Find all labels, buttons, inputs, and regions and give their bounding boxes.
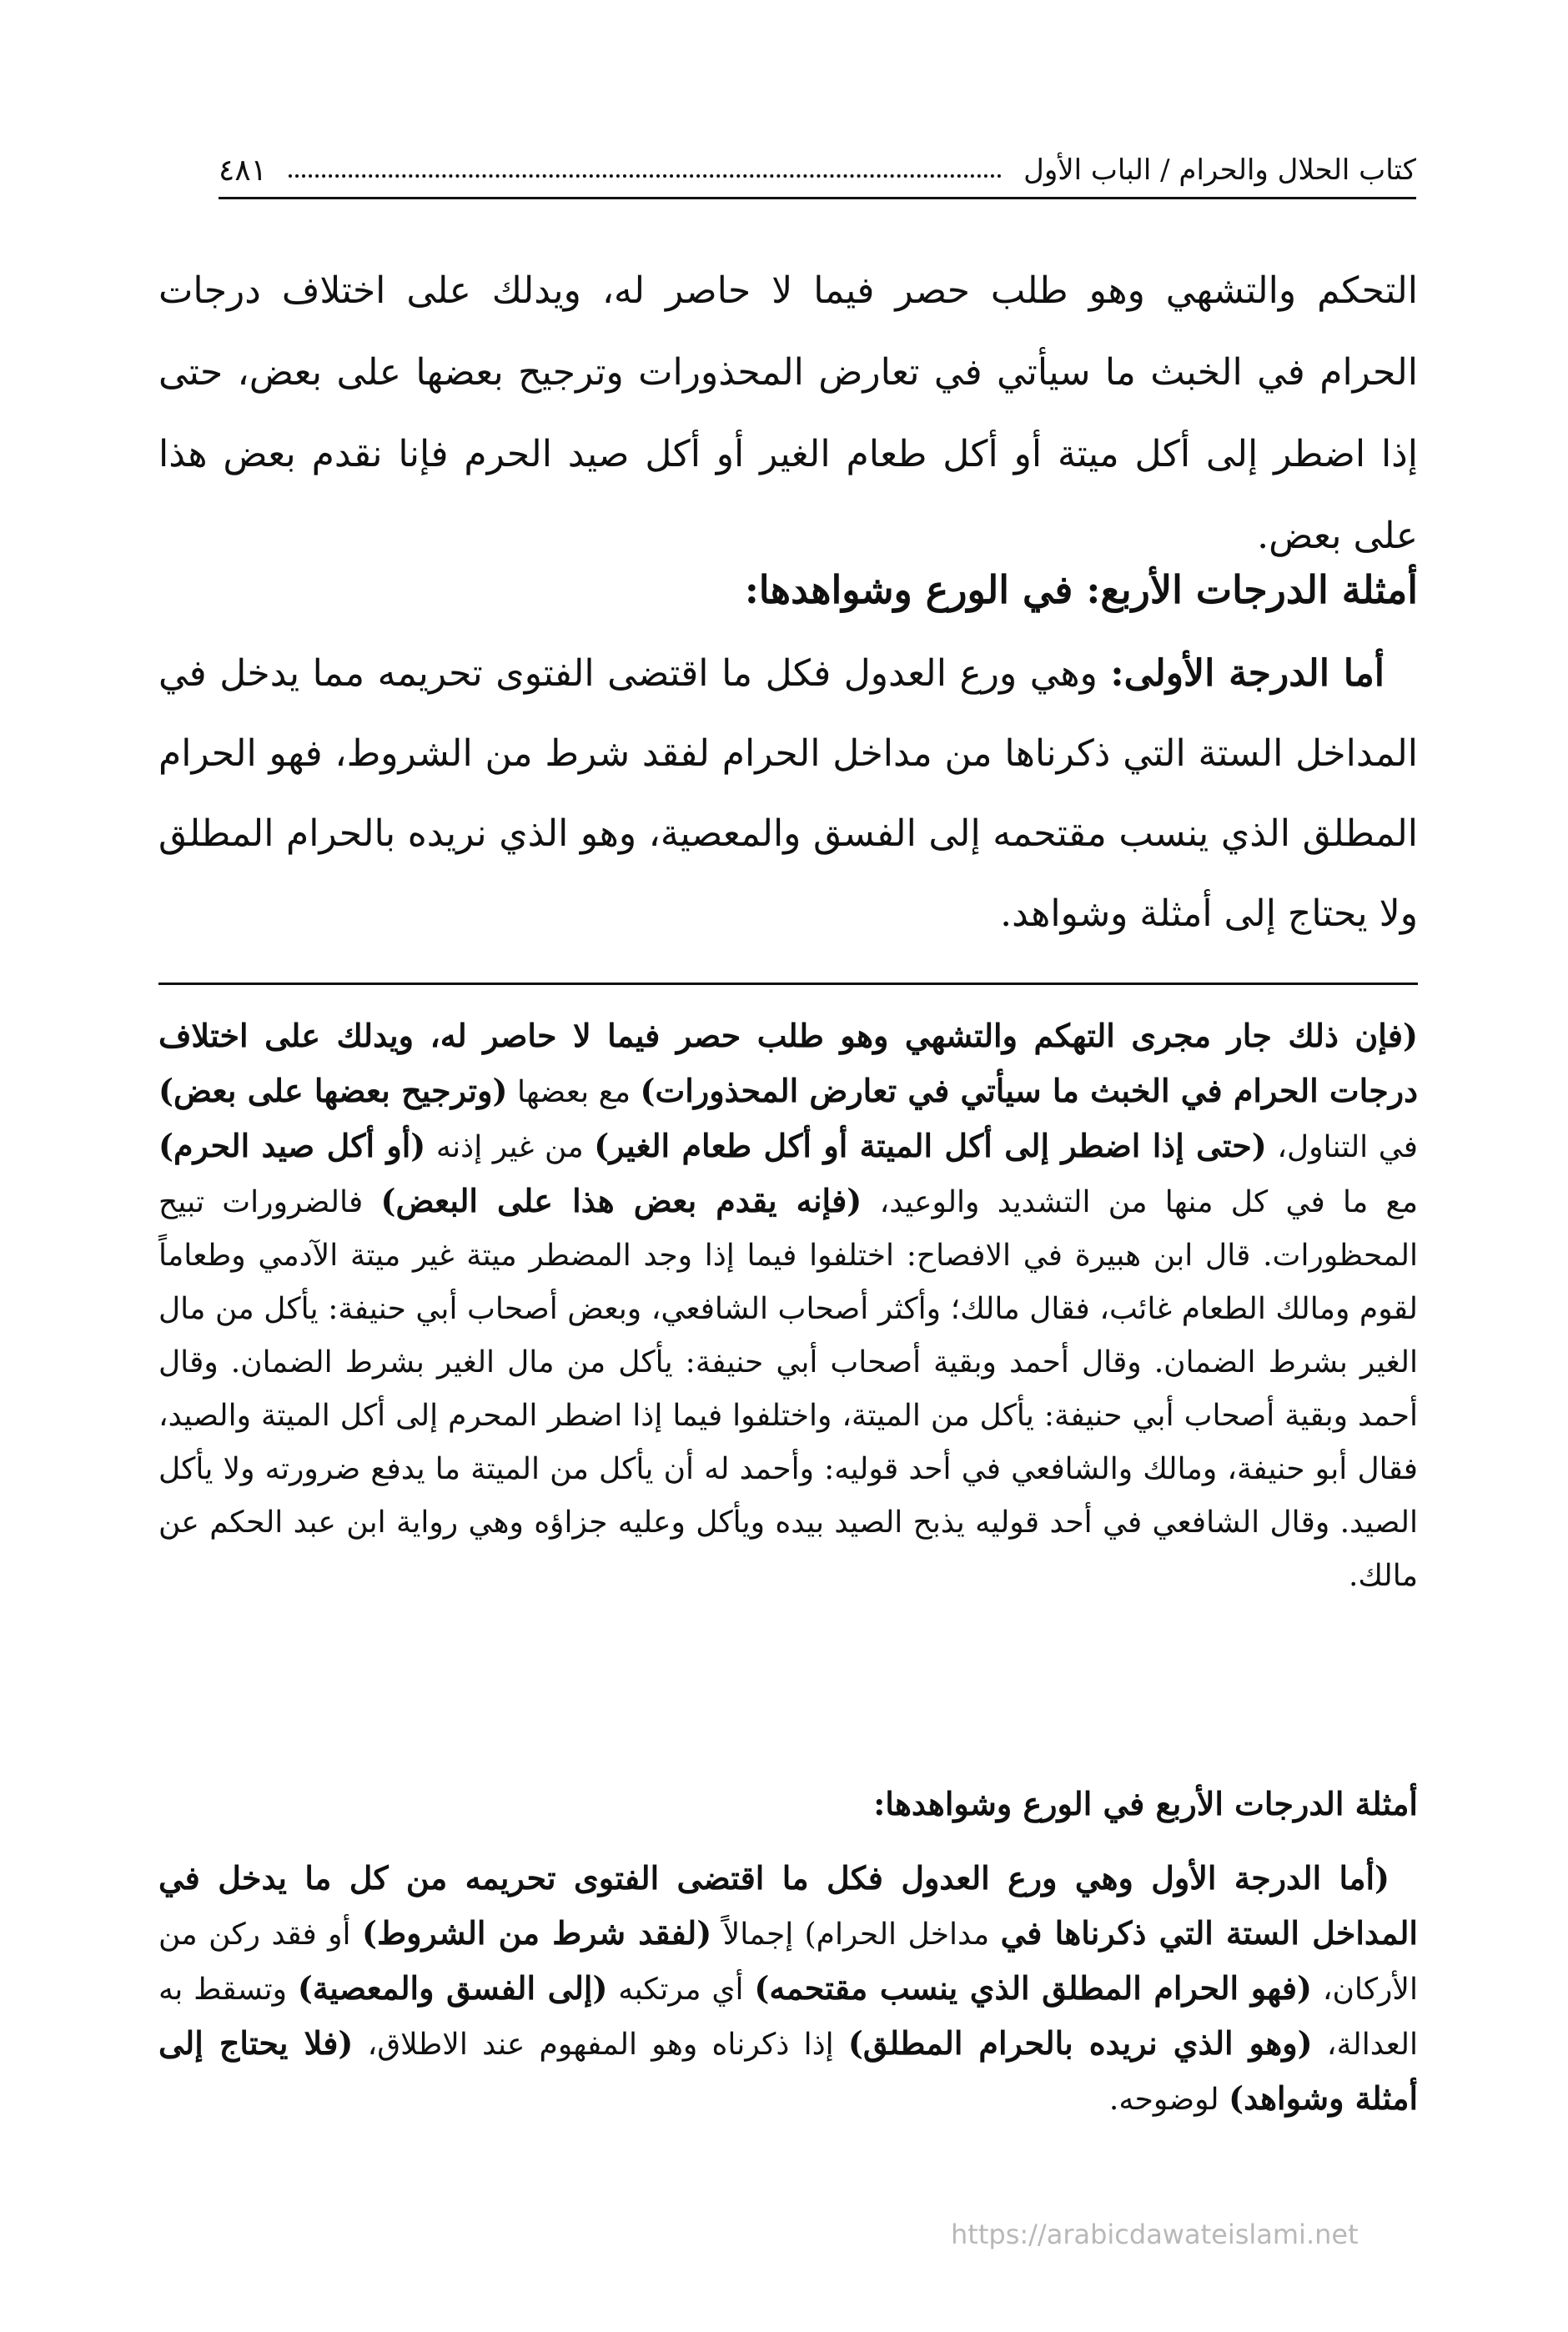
footnote-separator	[158, 983, 1418, 985]
section-text: وهي ورع العدول فكل ما اقتضى الفتوى تحريمه مما يدخل في المداخل الستة التي ذكرناها من مداخل الحرام لفقد شرط من الشروط، فهو الحرام المطلق الذي ينسب مقتحمه إلى الفسق والمعصية، وهو الذي نريده بالحرام المطلق ولا يحتاج إلى أمثلة وشواهد.	[158, 652, 1418, 935]
section-lead: أما الدرجة الأولى:	[1110, 652, 1385, 695]
commentary-paragraph	[158, 1009, 1418, 1603]
quoted-text: (فهو الحرام المطلق الذي ينسب مقتحمه)	[754, 1969, 1313, 2007]
header-title: كتاب الحلال والحرام / الباب الأول	[1023, 153, 1416, 187]
quoted-text: (أو أكل صيد الحرم)	[158, 1127, 426, 1164]
commentary-text: لوضوحه.	[1108, 2083, 1219, 2117]
quoted-text: (فإنه يقدم بعض هذا على البعض)	[380, 1182, 862, 1219]
commentary-text: مداخل الحرام) إجمالاً	[722, 1917, 990, 1952]
commentary-text: وتسقط به العدالة،	[158, 1973, 1418, 2062]
section-paragraph	[158, 634, 1418, 954]
section-heading: أمثلة الدرجات الأربع: في الورع وشواهدها:	[744, 567, 1418, 612]
running-header	[219, 143, 1416, 199]
website-watermark: https://arabicdawateislami.net	[951, 2219, 1359, 2250]
quoted-text: (لفقد شرط من الشروط)	[361, 1914, 712, 1952]
commentary-text: مع ما في كل منها من التشديد والوعيد،	[879, 1185, 1419, 1219]
main-paragraph: التحكم والتشهي وهو طلب حصر فيما لا حاصر له، ويدلك على اختلاف درجات الحرام في الخبث ما سيأتي في تعارض المحذورات وترجيح بعضها على بعض، حتى إذا اضطر إلى أكل ميتة أو أكل طعام الغير أو أكل صيد الحرم فإنا نقدم بعض هذا على بعض.	[158, 269, 1418, 557]
quoted-text: (وترجيح بعضها على بعض)	[158, 1072, 508, 1109]
header-leader-dots	[289, 163, 1002, 178]
commentary-text: أو فقد ركن من الأركان،	[158, 1917, 1418, 2007]
commentary-text: أي مرتكبه	[618, 1973, 744, 2007]
quoted-text: (فلا يحتاج إلى أمثلة وشواهد)	[158, 2024, 1418, 2117]
commentary-text: مع بعضها	[516, 1075, 631, 1109]
commentary-text: إذا ذكرناه وهو المفهوم عند الاطلاق،	[367, 2028, 834, 2062]
page-number: ٤٨١	[219, 153, 268, 188]
quoted-text: (وهو الذي نريده بالحرام المطلق)	[847, 2024, 1313, 2062]
quoted-text: (فإن ذلك جار مجرى التهكم والتشهي وهو طلب حصر فيما لا حاصر له، ويدلك على اختلاف درجات الحرام في الخبث ما سيأتي في تعارض المحذورات)	[158, 1017, 1418, 1109]
quoted-text: (إلى الفسق والمعصية)	[297, 1969, 608, 2007]
quoted-text: (أما الدرجة الأول وهي ورع العدول فكل ما اقتضى الفتوى تحريمه من كل ما يدخل في المداخل الستة التي ذكرناها في	[158, 1859, 1418, 1952]
commentary-heading: أمثلة الدرجات الأربع في الورع وشواهدها:	[873, 1785, 1418, 1822]
commentary-text: فالضرورات تبيح المحظورات. قال ابن هبيرة في الافصاح: اختلفوا فيما إذا وجد المضطر ميتة غير ميتة الآدمي وطعاماً لقوم ومالك الطعام غائب، فقال مالك؛ وأكثر أصحاب الشافعي، وبعض أصحاب أبي حنيفة: يأكل من مال الغير بشرط الضمان. وقال أحمد وبقية أصحاب أبي حنيفة: يأكل من مال الغير بشرط الضمان. وقال أحمد وبقية أصحاب أبي حنيفة: يأكل من الميتة، واختلفوا فيما إذا اضطر المحرم إلى أكل الميتة والصيد، فقال أبو حنيفة، ومالك والشافعي في أحد قوليه: وأحمد له أن يأكل من الميتة ما يدفع ضرورته ولا يأكل الصيد. وقال الشافعي في أحد قوليه يذبح الصيد بيده ويأكل وعليه جزاؤه وهي رواية ابن عبد الحكم عن مالك.	[158, 1185, 1418, 1593]
commentary-paragraph-2	[158, 1852, 1418, 2127]
quoted-text: (حتى إذا اضطر إلى أكل الميتة أو أكل طعام الغير)	[594, 1127, 1267, 1164]
commentary-text: في التناول،	[1277, 1130, 1418, 1164]
commentary-text: من غير إذنه	[435, 1130, 584, 1164]
